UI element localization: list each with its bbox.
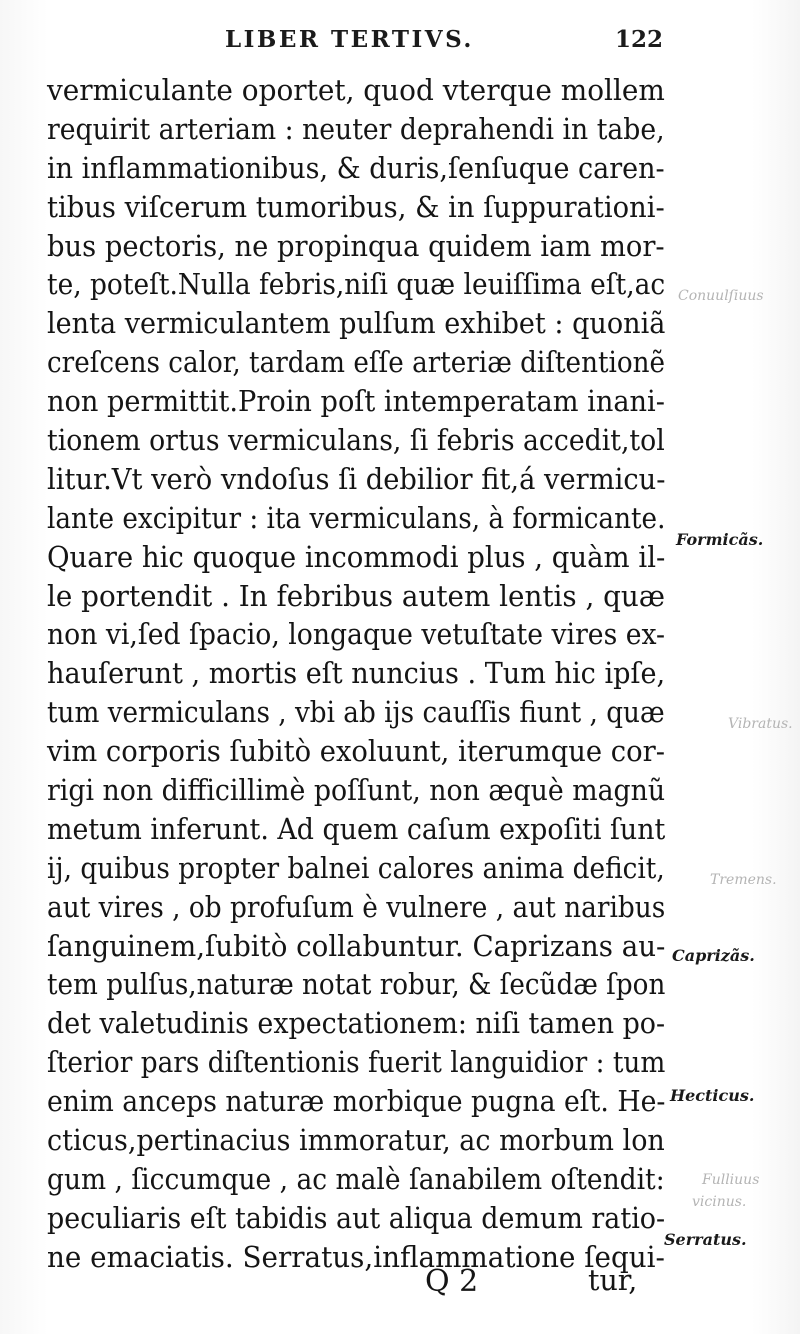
marginal-note-serratus: Serratus. <box>664 1230 747 1249</box>
text-line: ſterior pars diſtentionis fuerit languidior : tum <box>47 1046 666 1080</box>
text-line: iј, quibus propter balnei calores anima deficit, <box>47 851 665 885</box>
text-line: metum inferunt. Ad quem caſum expoſiti ſunt <box>47 812 666 846</box>
page-number: 122 <box>615 26 664 53</box>
marginal-note-faded: Conuulſiuus <box>678 288 764 304</box>
text-line: ne emaciatis. Serratus,inflammatione ſequi- <box>47 1240 665 1274</box>
text-line: non vi,ſed ſpacio, longaque vetuſtate vires ex- <box>47 618 666 652</box>
text-line: cticus,pertinacius immoratur, ac morbum lon <box>47 1124 665 1158</box>
text-line: in inflammationibus, & duris,ſenſuque caren- <box>47 151 665 185</box>
text-line: tum vermiculans , vbi ab iјs cauſſis fiunt , quæ <box>47 696 665 730</box>
marginal-note-faded: Fulliuus <box>702 1172 760 1188</box>
text-line: tem pulſus,naturæ notat robur, & ſecũdæ ſpon <box>47 968 666 1002</box>
text-line: enim anceps naturæ morbique pugna eſt. He- <box>47 1085 666 1119</box>
text-line: requirit arteriam : neuter deprahendi in tabe, <box>47 112 665 146</box>
text-line: vim corporis ſubitò exoluunt, iterumque cor- <box>47 735 665 769</box>
marginal-note-caprizans: Caprizãs. <box>672 946 755 965</box>
text-line: creſcens calor, tardam eſſe arteriæ diſtentionẽ <box>47 346 666 380</box>
text-line: gum , ſiccumque , ac malè ſanabilem oſtendit: <box>47 1162 665 1196</box>
catchword: tur, <box>588 1264 638 1297</box>
marginal-note-faded: Vibratus. <box>728 716 793 732</box>
text-line: hauſerunt , mortis eſt nuncius . Tum hic ipſe, <box>47 657 666 691</box>
text-line: non permittit.Proin poſt intemperatam inani- <box>47 385 665 419</box>
text-line: Quare hic quoque incommodi plus , quàm il- <box>47 540 666 574</box>
text-line: rigi non difficillimè poſſunt, non æquè magnũ <box>47 774 666 808</box>
page-footer <box>0 1258 800 1308</box>
text-line: tibus viſcerum tumoribus, & in ſuppurationi- <box>47 190 665 224</box>
text-line: litur.Vt verò vndoſus ſi debilior fit,á vermicu- <box>47 462 666 496</box>
marginal-note-faded: Tremens. <box>710 872 777 888</box>
marginal-note-hecticus: Hecticus. <box>670 1086 755 1105</box>
text-line: le portendit . In febribus autem lentis , quæ <box>47 579 665 613</box>
text-line: det valetudinis expectationem: niſi tamen po- <box>47 1007 666 1041</box>
text-line: peculiaris eſt tabidis aut aliqua demum ratio- <box>47 1201 666 1235</box>
text-line: bus pectoris, ne propinqua quidem iam mor- <box>47 229 665 263</box>
text-line: lante excipitur : ita vermiculans, à formicante. <box>47 501 666 535</box>
signature-mark: Q 2 <box>425 1264 479 1299</box>
text-line: ſanguinem,ſubitò collabuntur. Caprizans au- <box>47 929 666 963</box>
text-line: tionem ortus vermiculans, ſi febris accedit,tol <box>47 424 665 458</box>
text-line: aut vires , ob profuſum è vulnere , aut naribus <box>47 890 666 924</box>
main-text-block <box>47 72 672 1278</box>
running-head: LIBER TERTIVS. <box>225 26 474 53</box>
text-line: vermiculante oportet, quod vterque mollem <box>47 74 665 107</box>
marginal-note-formicans: Formicãs. <box>676 530 764 549</box>
text-line: lenta vermiculantem pulſum exhibet : quoniã <box>47 307 666 341</box>
marginal-note-faded: vicinus. <box>692 1194 747 1210</box>
marginal-notes <box>664 0 800 1334</box>
text-line: te, poteſt.Nulla febris,niſi quæ leuiſſima eſt,ac <box>47 268 666 302</box>
